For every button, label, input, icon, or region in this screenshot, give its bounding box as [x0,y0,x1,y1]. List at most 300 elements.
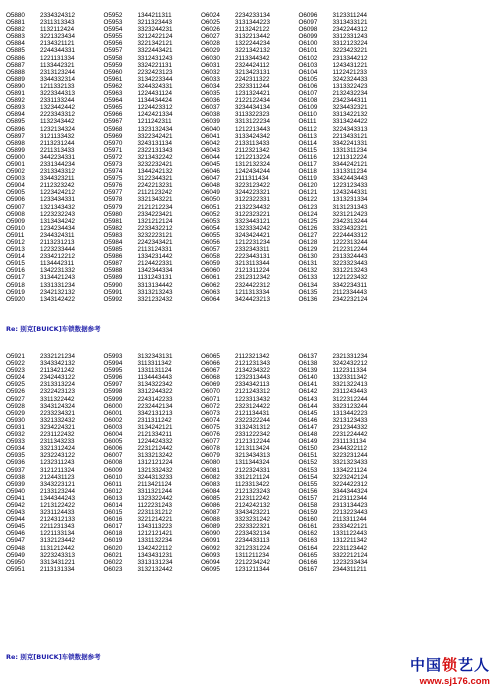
cut-value: 2232442134 [137,402,173,410]
cut-value: 3312213243 [332,267,368,275]
table-row [201,388,297,395]
lock-code: O5901 [6,160,25,168]
cut-value: 2331222342 [235,431,271,439]
cut-value: 1321332432 [137,466,173,474]
cut-value: 1331132234 [137,537,173,545]
table-row [6,516,102,523]
lock-code: O5972 [103,153,123,161]
lock-code: O6028 [201,40,220,48]
table-row [104,154,200,161]
table-row [6,274,102,281]
table-row [104,175,200,182]
cut-value: 3134322342 [137,381,173,389]
lock-code: O5967 [103,118,123,126]
lock-code: O6017 [103,523,123,531]
table-row [201,204,297,211]
table-row [104,552,200,559]
table-row [299,12,395,19]
cut-value: 1321212124 [137,217,173,225]
cut-value: 2113231244 [40,139,75,147]
table-row [6,260,102,267]
cut-value: 1313442223 [332,409,368,417]
code-column [6,353,102,573]
table-row [104,211,200,218]
table-row [201,33,297,40]
cut-value: 2121212234 [137,203,173,211]
lock-code: O6032 [201,68,220,76]
logo-url: www.sj176.com [419,676,490,687]
cut-value: 2342313244 [332,217,368,225]
cut-value: 3313424422 [332,118,368,126]
cut-value: 2323322321 [235,523,271,531]
cut-value: 2123112344 [332,494,368,502]
cut-value: 1211313334 [235,288,270,296]
table-row [299,246,395,253]
cut-value: 3243131134 [137,139,173,147]
cut-value: 3213423131 [235,68,271,76]
cut-value: 3221323434 [40,33,76,41]
lock-code: O5891 [6,90,25,98]
cut-value: 1312211342 [332,537,368,545]
table-row [299,62,395,69]
table-row [6,552,102,559]
cut-value: 2124431123 [40,473,75,481]
table-row [201,246,297,253]
table-row [6,403,102,410]
cut-value: 1242421334 [137,111,173,119]
cut-value: 2121334211 [137,431,173,439]
lock-code: O5921 [6,353,25,360]
table-row [299,90,395,97]
table-row [104,140,200,147]
lock-code: O6132 [298,267,318,275]
lock-code: O6034 [201,82,220,90]
table-row [6,55,102,62]
lock-code: O5908 [6,210,25,218]
cut-value: 2312312342 [235,274,271,282]
cut-value: 1212213224 [235,153,271,161]
lock-code: O6152 [298,459,318,467]
cut-value: 3321343221 [137,196,173,204]
cut-value: 3232223121 [137,231,173,239]
lock-code: O6038 [201,111,220,119]
lock-code: O6041 [201,132,220,140]
table-row [201,523,297,530]
lock-code: O6112 [298,125,317,133]
table-row [6,537,102,544]
lock-code: O6167 [298,565,318,573]
table-row [299,552,395,559]
table-row [104,111,200,118]
cut-value: 2133123244 [40,487,76,495]
cut-value: 2344311211 [332,565,367,573]
lock-code: O6157 [298,494,318,502]
cut-value: 1223424212 [40,189,76,197]
lock-code: O5935 [6,452,25,460]
table-row [201,260,297,267]
table-row [6,459,102,466]
cut-value: 1122231243 [137,501,173,509]
lock-code: O6056 [201,239,220,246]
cut-value: 3122323221 [235,210,271,218]
cut-value: 3321332432 [40,416,76,424]
table-row [201,62,297,69]
lock-code: O5982 [103,224,123,232]
table-row [201,488,297,495]
cut-value: 3221342132 [235,47,271,55]
table-row [299,481,395,488]
lock-code: O5977 [103,189,123,197]
table-row [201,168,297,175]
lock-code: O6156 [298,487,318,495]
lock-code: O5890 [6,82,25,90]
cut-value: 3344344324 [332,487,368,495]
lock-code: O6153 [298,466,318,474]
table-row [6,559,102,566]
cut-value: 3221342121 [137,40,173,48]
table-row [299,545,395,552]
cut-value: 2242311322 [235,75,270,83]
table-row [104,12,200,19]
lock-code: O5963 [103,90,123,98]
table-row [104,516,200,523]
cut-value: 2223343312 [40,111,76,119]
lock-code: O6114 [298,139,317,147]
lock-code: O6164 [298,544,318,552]
table-row [6,381,102,388]
cut-value: 3321323433 [332,459,368,467]
cut-value: 2113131334 [40,565,75,573]
lock-code: O6099 [298,33,318,41]
cut-value: 2334324312 [40,12,76,19]
section-caption-link[interactable]: Re: 别克[BUICK]车锁数据参考 [6,653,101,661]
cut-value: 1232313443 [235,374,271,382]
table-row [104,26,200,33]
cut-value: 2334223421 [137,210,173,218]
code-column [104,353,200,573]
lock-code: O6033 [201,75,220,83]
cut-value: 2344324311 [40,231,75,239]
table-row [201,182,297,189]
table-row [299,530,395,537]
cut-value: 3234432321 [332,104,368,112]
table-row [6,161,102,168]
lock-code: O5966 [103,111,123,119]
cut-value: 2313313224 [40,381,76,389]
cut-value: 3123311244 [332,12,368,19]
lock-code: O6035 [201,90,220,98]
table-row [104,530,200,537]
lock-code: O6031 [201,61,220,69]
cut-value: 1331331234 [40,281,76,289]
table-row [6,140,102,147]
lock-code: O6055 [201,231,220,239]
cut-value: 3344332314 [40,75,76,83]
lock-code: O6150 [298,445,318,453]
table-row [299,161,395,168]
lock-code: O6138 [298,360,318,368]
lock-code: O5887 [6,61,25,69]
table-row [104,474,200,481]
cut-value: 2124422331 [137,260,173,268]
table-row [201,396,297,403]
lock-code: O6104 [298,68,318,76]
cut-value: 3132132442 [137,565,173,573]
table-row [201,289,297,296]
lock-code: O5952 [103,12,123,19]
lock-code: O6003 [103,423,123,431]
table-row [201,55,297,62]
cut-value: 3313213243 [137,288,173,296]
lock-code: O6006 [103,445,123,453]
lock-code: O6074 [201,416,220,424]
lock-code: O5897 [6,132,25,140]
cut-value: 3323443121 [235,217,271,225]
cut-value: 3244313233 [137,473,173,481]
cut-value: 2322131343 [137,146,173,154]
table-row [104,502,200,509]
lock-code: O6131 [298,260,318,268]
table-row [6,33,102,40]
lock-code: O6000 [103,402,123,410]
lock-code: O6066 [201,360,220,368]
table-row [299,33,395,40]
table-row [299,83,395,90]
lock-code: O6021 [103,551,123,559]
cut-value: 1131243131 [137,274,173,282]
lock-code: O6144 [298,402,318,410]
lock-code: O6019 [103,537,123,545]
lock-code: O5947 [6,537,25,545]
cut-value: 3313422132 [332,111,368,119]
cut-value: 2132432234 [332,90,368,98]
lock-code: O5993 [103,353,123,360]
cut-value: 3121133432 [40,132,75,140]
lock-code: O5941 [6,494,25,502]
cut-value: 2112334443 [332,288,368,296]
lock-code: O6077 [201,438,220,446]
table-row [299,474,395,481]
lock-code: O5880 [6,12,25,19]
cut-value: 1312132324 [235,160,271,168]
table-row [6,431,102,438]
table-row [6,97,102,104]
lock-code: O5888 [6,68,25,76]
cut-value: 1344242132 [137,168,173,176]
table-row [201,47,297,54]
table-row [104,452,200,459]
table-row [104,381,200,388]
table-row [6,289,102,296]
cut-value: 3132431312 [235,423,271,431]
cut-value: 2333422121 [332,523,368,531]
cut-value: 1343431231 [137,551,173,559]
cut-value: 3312331243 [332,33,368,41]
table-row [104,396,200,403]
cut-value: 2112321342 [235,353,270,360]
table-row [299,424,395,431]
cut-value: 2111311434 [235,175,269,183]
table-row [6,40,102,47]
table-row [104,90,200,97]
lock-code: O6052 [201,210,220,218]
table-row [299,26,395,33]
table-row [104,459,200,466]
lock-code: O6065 [201,353,220,360]
lock-code: O6127 [298,231,318,239]
table-row [104,431,200,438]
lock-code: O6160 [298,516,318,524]
lock-code: O5881 [6,19,25,27]
table-row [201,83,297,90]
lock-code: O5903 [6,175,25,183]
cut-value: 2213433121 [332,132,368,140]
lock-code: O5918 [6,281,25,289]
lock-code: O5985 [103,246,123,254]
cut-value: 3311321244 [137,487,173,495]
lock-code: O6072 [201,402,220,410]
lock-code: O6040 [201,125,220,133]
lock-code: O6095 [201,565,220,573]
cut-value: 1313434242 [40,217,76,225]
table-row [104,410,200,417]
lock-code: O6088 [201,516,220,524]
lock-code: O6020 [103,544,123,552]
cut-value: 1242434244 [235,168,271,176]
lock-code: O6079 [201,452,220,460]
cut-value: 3223243313 [40,551,76,559]
table-row [299,168,395,175]
table-row [201,175,297,182]
lock-code: O5974 [103,168,123,176]
lock-code: O6023 [103,565,123,573]
table-row [6,76,102,83]
lock-code: O6137 [298,353,318,360]
table-row [104,374,200,381]
cut-value: 2124312133 [40,516,76,524]
lock-code: O5920 [6,295,25,303]
lock-code: O5926 [6,388,25,396]
lock-code: O6015 [103,509,123,517]
table-row [104,267,200,274]
section-caption-link[interactable]: Re: 别克[BUICK]车锁数据参考 [6,325,101,333]
table-row [201,274,297,281]
table-row [299,360,395,367]
cut-value: 2311343233 [40,438,75,446]
lock-code: O5946 [6,530,25,538]
table-row [6,282,102,289]
cut-value: 2231224442 [332,431,368,439]
lock-code: O6149 [298,438,318,446]
table-row [6,204,102,211]
table-row [299,495,395,502]
table-row [201,445,297,452]
table-row [104,189,200,196]
lock-code: O5893 [6,104,25,112]
lock-code: O5889 [6,75,25,83]
cut-value: 1221131334 [40,54,75,62]
lock-code: O5909 [6,217,25,225]
lock-code: O5955 [103,33,123,41]
cut-value: 3312431243 [137,54,173,62]
lock-code: O6165 [298,551,318,559]
cut-value: 2233432134 [235,530,271,538]
cut-value: 3343223121 [40,480,76,488]
cut-value: 2313123244 [40,68,76,76]
table-row [104,488,200,495]
table-row [104,274,200,281]
cut-value: 3234224321 [40,423,76,431]
cut-value: 3223242124 [332,473,368,481]
cut-value: 3342241331 [332,139,368,147]
lock-code: O5962 [103,82,123,90]
table-row [6,12,102,19]
lock-code: O6016 [103,516,123,524]
cut-value: 2334212212 [40,253,76,261]
cut-value: 3231124433 [40,509,75,517]
cut-value: 1224431124 [137,90,173,98]
table-row [6,523,102,530]
lock-code: O6067 [201,367,220,375]
cut-value: 3223231244 [332,452,368,460]
table-row [201,417,297,424]
lock-code: O6109 [298,104,318,112]
cut-value: 3311322442 [40,395,75,403]
lock-code: O6139 [298,367,318,375]
lock-code: O5975 [103,175,123,183]
lock-code: O6076 [201,431,220,439]
table-row [299,111,395,118]
table-row [299,452,395,459]
cut-value: 1313231334 [332,196,368,204]
lock-code: O6154 [298,473,318,481]
table-row [201,97,297,104]
table-row [299,381,395,388]
table-row [104,537,200,544]
lock-code: O6084 [201,487,220,495]
cut-value: 1213122422 [40,501,76,509]
cut-value: 1313311234 [332,168,368,176]
lock-code: O6061 [201,274,220,282]
table-row [201,147,297,154]
cut-value: 3321322413 [332,381,368,389]
table-row [201,126,297,133]
cut-value: 2312344332 [332,423,368,431]
lock-code: O6120 [298,182,318,190]
lock-code: O6058 [201,253,220,261]
table-row [201,218,297,225]
table-row [6,253,102,260]
table-row [201,424,297,431]
table-row [6,104,102,111]
cut-value: 2121311224 [235,267,270,275]
table-row [299,445,395,452]
lock-code: O5979 [103,203,123,211]
cut-value: 1342344334 [137,267,173,275]
table-row [104,47,200,54]
table-row [6,175,102,182]
table-row [201,438,297,445]
table-row [201,481,297,488]
lock-code: O6007 [103,452,123,460]
cut-value: 1232134324 [40,125,76,133]
lock-code: O5895 [6,118,25,126]
cut-value: 1312121224 [137,459,173,467]
lock-code: O5981 [103,217,123,225]
lock-code: O6018 [103,530,123,538]
cut-value: 2233234321 [40,409,76,417]
lock-code: O6145 [298,409,318,417]
